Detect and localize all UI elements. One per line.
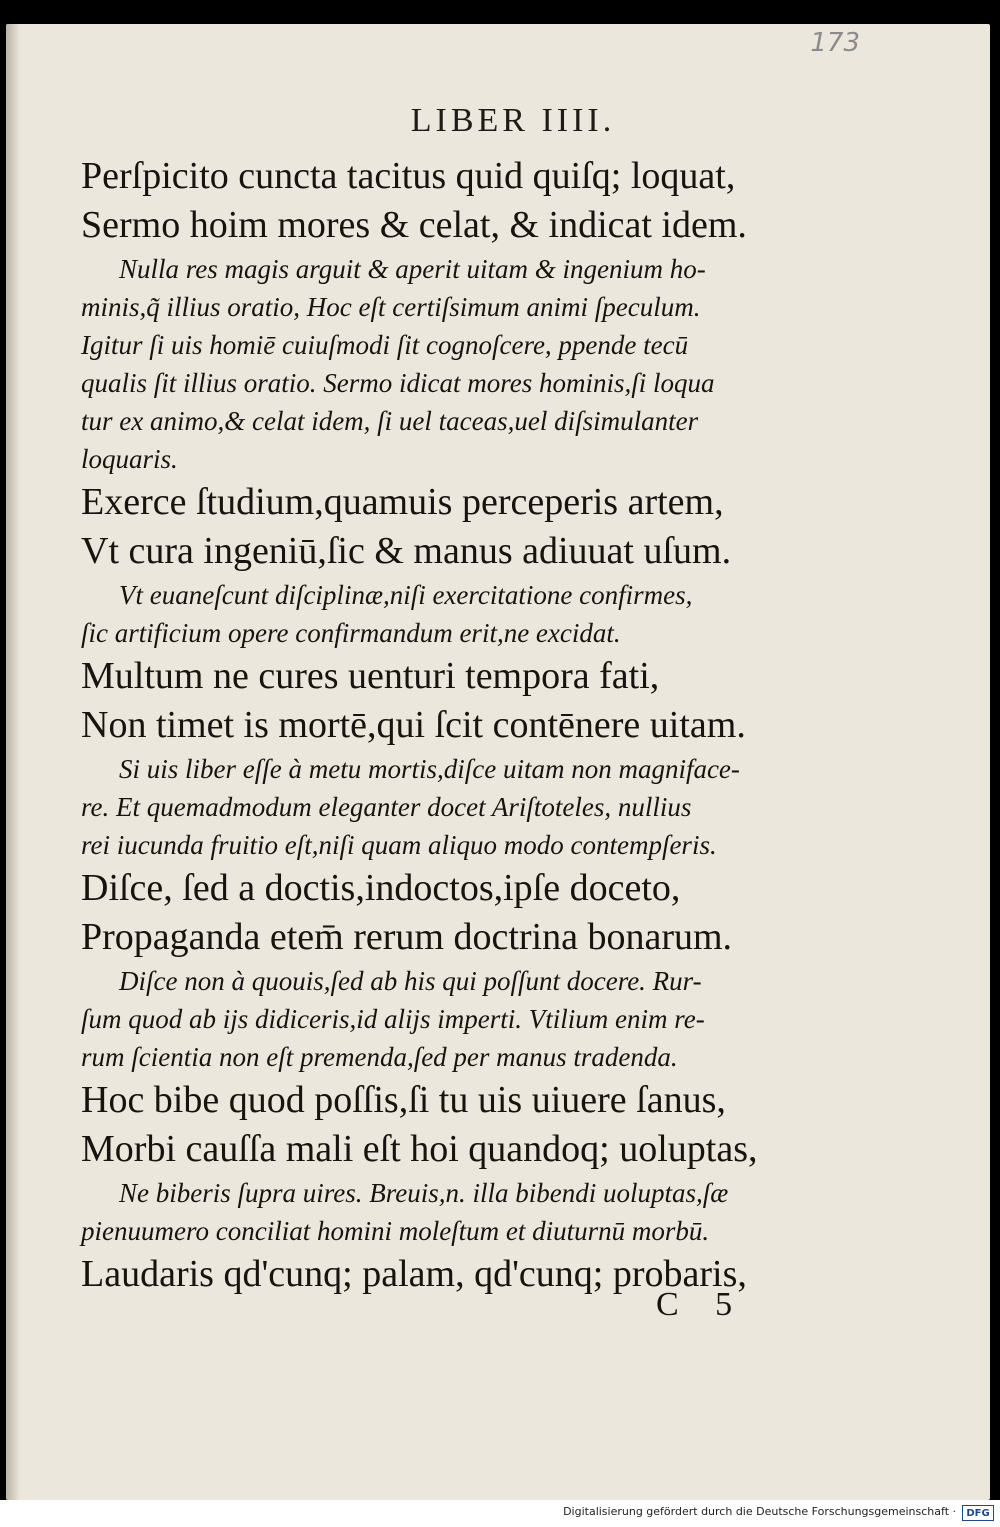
verse-line: Multum ne cures uenturi tempora fati,	[81, 655, 660, 697]
verse-line: Hoc bibe quod poſſis,ſi tu uis uiuere ſanus,	[81, 1079, 726, 1121]
verse-line: Sermo hoim mores & celat, & indicat idem.	[81, 204, 747, 246]
commentary-line: re. Et quemadmodum eleganter docet Ariſtoteles, nullius	[81, 792, 692, 822]
commentary-line: Vt euaneſcunt diſciplinæ,niſi exercitatione confirmes,	[119, 580, 693, 610]
folio-number: 173	[810, 28, 860, 58]
commentary-line: loquaris.	[81, 444, 178, 474]
commentary-line: qualis ſit illius oratio. Sermo idicat mores hominis,ſi loqua	[81, 368, 715, 398]
verse-line: Perſpicito cuncta tacitus quid quiſq; loquat,	[81, 155, 736, 197]
verse-line: Diſce, ſed a doctis,indoctos,ipſe doceto,	[81, 867, 681, 909]
running-head: LIBER IIII.	[410, 102, 616, 139]
verse-line: Non timet is mortē,qui ſcit contēnere uitam.	[81, 704, 746, 746]
text-block	[81, 152, 811, 1299]
verse-line: Propaganda etem̄ rerum doctrina bonarum.	[81, 916, 733, 958]
dfg-logo: DFG	[962, 1505, 994, 1521]
commentary-line: pienuumero conciliat homini moleſtum et diuturnū morbū.	[81, 1216, 710, 1246]
commentary-line: Igitur ſi uis homiē cuiuſmodi ſit cognoſcere, ppende tecū	[81, 330, 689, 360]
commentary-line: Ne biberis ſupra uires. Breuis,n. illa bibendi uoluptas,ſæ	[119, 1178, 729, 1208]
commentary-line: ſic artificium opere confirmandum erit,ne excidat.	[81, 618, 621, 648]
footer-credit: Digitalisierung gefördert durch die Deutsche Forschungsgemeinschaft ·	[563, 1505, 956, 1518]
verse-line: Exerce ſtudium,quamuis perceperis artem,	[81, 481, 724, 523]
commentary-line: tur ex animo,& celat idem, ſi uel taceas,uel diſsimulanter	[81, 406, 699, 436]
commentary-line: rei iucunda fruitio eſt,niſi quam aliquo modo contempſeris.	[81, 830, 717, 860]
signature-mark: C 5	[656, 1286, 747, 1323]
commentary-line: Si uis liber eſſe à metu mortis,diſce uitam non magniface-	[119, 754, 740, 784]
book-page	[6, 24, 990, 1500]
commentary-line: minis,q̃ illius oratio, Hoc eſt certiſsimum animi ſpeculum.	[81, 292, 701, 322]
footer-bar	[0, 1500, 1000, 1527]
verse-line: Laudaris qd'cunq; palam, qd'cunq; probaris,	[81, 1253, 747, 1295]
verse-line: Morbi cauſſa mali eſt hoi quandoq; uoluptas,	[81, 1128, 758, 1170]
verse-line: Vt cura ingeniū,ſic & manus adiuuat uſum.	[81, 530, 732, 572]
commentary-line: Nulla res magis arguit & aperit uitam & ingenium ho-	[119, 254, 706, 284]
commentary-line: ſum quod ab ijs didiceris,id alijs imperti. Vtilium enim re-	[81, 1004, 705, 1034]
commentary-line: Diſce non à quouis,ſed ab his qui poſſunt docere. Rur-	[119, 966, 702, 996]
commentary-line: rum ſcientia non eſt premenda,ſed per manus tradenda.	[81, 1042, 678, 1072]
